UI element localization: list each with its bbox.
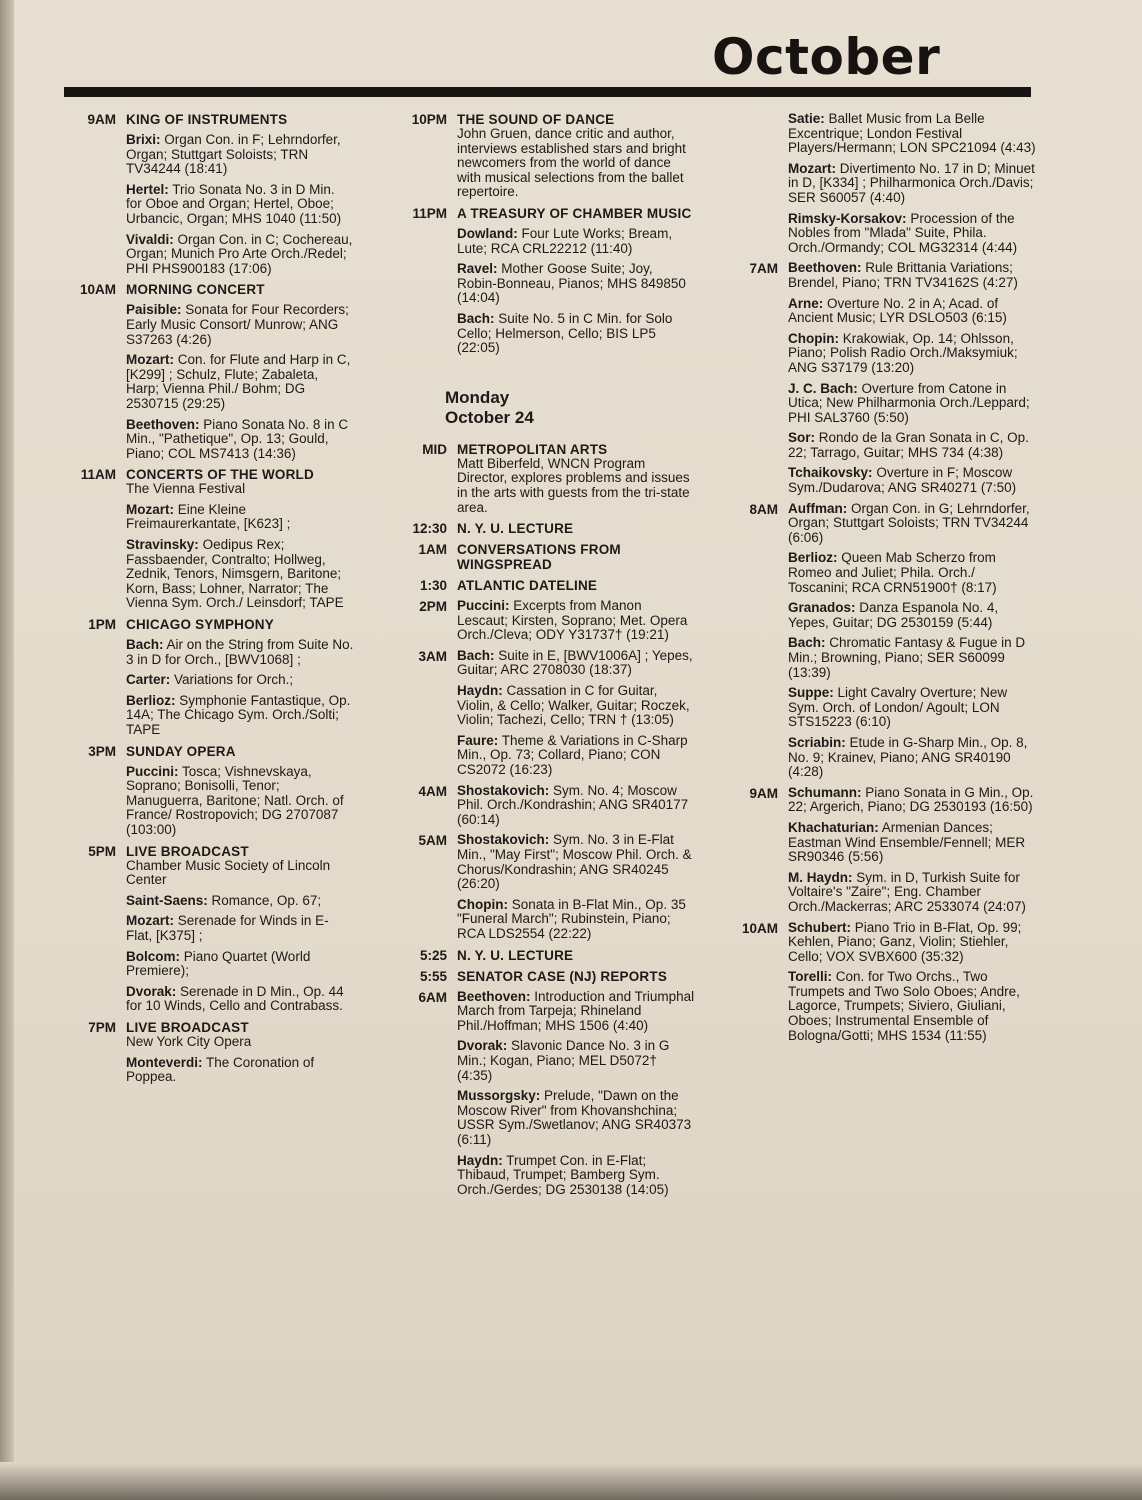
- program-slot: [395, 578, 695, 593]
- composer-name: Mozart:: [788, 160, 836, 176]
- slot-time: 5:25: [419, 947, 447, 963]
- slot-body: [116, 1020, 354, 1085]
- composer-name: Stravinsky:: [126, 537, 199, 553]
- work-details: Excerpts from Manon Lescaut; Kirsten, Soprano; Met. Opera Orch./Cleva; ODY Y31737† (19:21): [457, 598, 688, 643]
- work-details: Introduction and Triumphal March from Tarpeja; Rhineland Phil./Hoffman; MHS 1506 (4:40): [457, 988, 695, 1033]
- music-entry: [457, 227, 695, 256]
- music-entry: [126, 1056, 354, 1085]
- slot-body: [447, 599, 695, 643]
- program-description: John Gruen, dance critic and author, interviews established stars and bright newcomers from the world of dance with musical selections from the ballet repertoire.: [457, 126, 686, 200]
- slot-body: [116, 617, 354, 738]
- work-details: Rondo de la Gran Sonata in C, Op. 22; Tarrago, Guitar; MHS 734 (4:38): [788, 430, 1029, 460]
- work-details: Trio Sonata No. 3 in D Min. for Oboe and Organ; Hertel, Oboe; Urbancic, Organ; MHS 1040 (11:50): [126, 181, 342, 226]
- program-slot: [395, 206, 695, 356]
- slot-time: 9AM: [87, 112, 116, 127]
- work-details: The Coronation of Poppea.: [126, 1054, 315, 1085]
- composer-name: J. C. Bach:: [788, 380, 858, 396]
- composer-name: Berlioz:: [126, 692, 176, 708]
- work-details: Organ Con. in F; Lehrndorfer, Organ; Stuttgart Soloists; TRN TV34244 (18:41): [126, 132, 341, 177]
- composer-name: Auffman:: [788, 500, 848, 516]
- composer-name: Paisible:: [126, 302, 182, 318]
- composer-name: Haydn:: [457, 683, 503, 699]
- program-title: KING OF INSTRUMENTS: [126, 112, 288, 127]
- slot-time: 4AM: [418, 783, 447, 799]
- program-slot: [64, 744, 354, 838]
- music-entry: [457, 1039, 695, 1083]
- music-entry: [788, 502, 1036, 546]
- composer-name: Granados:: [788, 600, 856, 616]
- work-details: Slavonic Dance No. 3 in G Min.; Kogan, Piano; MEL D5072† (4:35): [457, 1038, 670, 1083]
- work-details: Piano Sonata No. 8 in C Min., "Pathetique", Op. 13; Gould, Piano; COL MS7413 (14:36): [126, 416, 349, 461]
- slot-body: [778, 502, 1036, 780]
- composer-name: Rimsky-Korsakov:: [788, 210, 907, 226]
- music-entry: [126, 673, 354, 688]
- slot-body: [447, 649, 695, 778]
- composer-name: Beethoven:: [126, 416, 200, 432]
- music-entry: [788, 551, 1036, 595]
- work-details: Air on the String from Suite No. 3 in D for Orch., [BWV1068] ;: [126, 637, 354, 667]
- composer-name: Dvorak:: [126, 983, 177, 999]
- composer-name: Vivaldi:: [126, 231, 174, 247]
- slot-body: [116, 844, 354, 1014]
- music-entry: [126, 538, 354, 611]
- work-details: Overture in F; Moscow Sym./Dudarova; ANG SR40271 (7:50): [788, 465, 1017, 496]
- column-2-top: [395, 112, 695, 356]
- composer-name: Ravel:: [457, 261, 498, 277]
- music-entry: [788, 686, 1036, 730]
- program-description: Chamber Music Society of Lincoln Center: [126, 857, 331, 888]
- program-description: Matt Biberfeld, WNCN Program Director, explores problems and issues in the arts with guests from the tri-state area.: [457, 455, 690, 515]
- program-title: MORNING CONCERT: [126, 282, 265, 298]
- composer-name: Hertel:: [126, 181, 169, 197]
- music-entry: [788, 162, 1036, 206]
- slot-time: 11AM: [80, 467, 116, 483]
- day-heading: [445, 388, 695, 428]
- music-entry: [126, 183, 354, 227]
- composer-name: Torelli:: [788, 969, 833, 985]
- music-entry: [788, 332, 1036, 376]
- music-entry: [126, 133, 354, 177]
- program-title: CONVERSATIONS FROM WINGSPREAD: [457, 542, 621, 573]
- program-slot: [395, 542, 695, 572]
- music-entry: [788, 636, 1036, 680]
- music-entry: [457, 1089, 695, 1147]
- work-details: Overture from Catone in Utica; New Philharmonia Orch./Leppard; PHI SAL3760 (5:50): [788, 380, 1030, 425]
- program-slot: [726, 502, 1036, 780]
- slot-time: 3AM: [418, 648, 447, 664]
- program-title: ATLANTIC DATELINE: [457, 578, 598, 594]
- composer-name: Mozart:: [126, 913, 174, 929]
- music-entry: [457, 833, 695, 891]
- composer-name: Bach:: [126, 637, 164, 653]
- composer-name: Puccini:: [126, 763, 179, 779]
- work-details: Danza Espanola No. 4, Yepes, Guitar; DG 2530159 (5:44): [788, 600, 999, 630]
- music-entry: [788, 297, 1036, 326]
- program-slot: [64, 1020, 354, 1085]
- composer-name: Bach:: [457, 310, 495, 326]
- music-entry: [788, 970, 1036, 1043]
- program-title: CHICAGO SYMPHONY: [126, 617, 274, 633]
- slot-time: 10PM: [411, 112, 447, 127]
- work-details: Chromatic Fantasy & Fugue in D Min.; Browning, Piano; SER S60099 (13:39): [788, 635, 1026, 680]
- composer-name: Bach:: [788, 635, 826, 651]
- program-slot: [726, 921, 1036, 1044]
- music-entry: [788, 261, 1036, 290]
- work-details: Symphonie Fantastique, Op. 14A; The Chicago Sym. Orch./Solti; TAPE: [126, 692, 351, 737]
- music-entry: [457, 649, 695, 678]
- program-slot: [64, 844, 354, 1014]
- slot-body: [116, 112, 354, 276]
- work-details: Overture No. 2 in A; Acad. of Ancient Music; LYR DSLO503 (6:15): [788, 295, 1007, 326]
- work-details: Sonata in B-Flat Min., Op. 35 "Funeral March"; Rubinstein, Piano; RCA LDS2554 (22:22): [457, 896, 686, 941]
- page-spine: [0, 0, 14, 1500]
- program-title: LIVE BROADCAST: [126, 1019, 249, 1035]
- composer-name: Shostakovich:: [457, 782, 550, 798]
- work-details: Tosca; Vishnevskaya, Soprano; Bonisolli, Tenor; Manuguerra, Baritone; Natl. Orch. of France/ Rostropovich; DG 2707087 (103:00): [126, 763, 344, 837]
- work-details: Krakowiak, Op. 14; Ohlsson, Piano; Polish Radio Orch./Maksymiuk; ANG S37179 (13:20): [788, 330, 1018, 375]
- work-details: Variations for Orch.;: [174, 672, 294, 688]
- work-details: Serenade for Winds in E-Flat, [K375] ;: [126, 913, 329, 943]
- program-title: THE SOUND OF DANCE: [457, 112, 615, 127]
- composer-name: Haydn:: [457, 1152, 503, 1168]
- slot-body: [447, 442, 695, 515]
- month-heading: October: [712, 28, 941, 86]
- composer-name: Faure:: [457, 732, 499, 748]
- work-details: Suite No. 5 in C Min. for Solo Cello; Helmerson, Cello; BIS LP5 (22:05): [457, 310, 673, 356]
- slot-body: [778, 261, 1036, 495]
- program-slot: [395, 969, 695, 984]
- program-slot: [395, 833, 695, 941]
- work-details: Procession of the Nobles from "Mlada" Suite, Phila. Orch./Ormandy; COL MG32314 (4:44): [788, 210, 1018, 255]
- composer-name: Satie:: [788, 111, 825, 126]
- work-details: Suite in E, [BWV1006A] ; Yepes, Guitar; ARC 2708030 (18:37): [457, 647, 693, 678]
- work-details: Oedipus Rex; Fassbaender, Contralto; Hollweg, Zednik, Tenors, Nimsgern, Baritone; Korn, Bass; Lohner, Narrator; The Vienna Sym. Orch./ Leinsdorf; TAPE: [126, 537, 344, 611]
- program-slot: [64, 467, 354, 611]
- music-entry: [788, 821, 1036, 865]
- music-entry: [788, 382, 1036, 426]
- program-slot: [395, 442, 695, 515]
- composer-name: Brixi:: [126, 132, 161, 147]
- music-entry: [126, 985, 354, 1014]
- music-entry: [126, 894, 354, 909]
- work-details: Con. for Flute and Harp in C, [K299] ; Schulz, Flute; Zabaleta, Harp; Vienna Phil./ Bohm; DG 2530715 (29:25): [126, 352, 351, 411]
- slot-time: 6AM: [418, 989, 447, 1005]
- program-slot: [64, 617, 354, 738]
- column-2: [395, 112, 695, 1203]
- slot-body: [447, 990, 695, 1198]
- work-details: Sym. in D, Turkish Suite for Voltaire's "Zaire"; Eng. Chamber Orch./Mackerras; ARC 2533074 (24:07): [788, 869, 1026, 914]
- program-title: LIVE BROADCAST: [126, 843, 249, 859]
- composer-name: Monteverdi:: [126, 1054, 203, 1070]
- day-heading-date: October 24: [445, 407, 534, 427]
- work-details: Theme & Variations in C-Sharp Min., Op. 73; Collard, Piano; CON CS2072 (16:23): [457, 732, 688, 778]
- program-slot: [726, 786, 1036, 915]
- composer-name: Shostakovich:: [457, 832, 550, 848]
- slot-time: 10AM: [79, 282, 116, 298]
- work-details: Sym. No. 4; Moscow Phil. Orch./Kondrashin; ANG SR40177 (60:14): [457, 782, 689, 827]
- music-entry: [788, 212, 1036, 256]
- work-details: Eine Kleine Freimaurerkantate, [K623] ;: [126, 501, 291, 532]
- music-entry: [457, 898, 695, 942]
- slot-time: [726, 112, 778, 255]
- program-slot: [64, 112, 354, 276]
- slot-body: [116, 467, 354, 611]
- program-title: A TREASURY OF CHAMBER MUSIC: [457, 205, 692, 221]
- work-details: Piano Sonata in G Min., Op. 22; Argerich, Piano; DG 2530193 (16:50): [788, 784, 1034, 815]
- music-entry: [126, 503, 354, 532]
- work-details: Sym. No. 3 in E-Flat Min., "May First"; Moscow Phil. Orch. & Chorus/Kondrashin; ANG SR40245 (26:20): [457, 832, 692, 892]
- music-entry: [457, 784, 695, 828]
- composer-name: Mozart:: [126, 501, 174, 517]
- slot-time: 12:30: [412, 521, 447, 537]
- work-details: Piano Trio in B-Flat, Op. 99; Kehlen, Piano; Ganz, Violin; Stiehler, Cello; VOX SVBX600 (35:32): [788, 919, 1022, 964]
- composer-name: Dvorak:: [457, 1038, 508, 1054]
- program-description: New York City Opera: [126, 1033, 252, 1049]
- composer-name: Chopin:: [788, 330, 839, 346]
- program-title: N. Y. U. LECTURE: [457, 521, 574, 537]
- work-details: Serenade in D Min., Op. 44 for 10 Winds, Cello and Contrabass.: [126, 983, 344, 1014]
- program-title: SUNDAY OPERA: [126, 743, 236, 759]
- composer-name: Sor:: [788, 430, 815, 446]
- music-entry: [126, 303, 354, 347]
- work-details: Organ Con. in G; Lehrndorfer, Organ; Stuttgart Soloists; TRN TV34244 (6:06): [788, 500, 1030, 545]
- slot-time: 5PM: [88, 843, 116, 859]
- slot-body: [116, 282, 354, 461]
- composer-name: Schumann:: [788, 784, 862, 800]
- composer-name: Arne:: [788, 295, 824, 311]
- slot-time: 7PM: [88, 1019, 116, 1035]
- composer-name: Schubert:: [788, 919, 852, 935]
- music-entry: [126, 765, 354, 838]
- program-slot: [395, 521, 695, 536]
- column-2-bottom: [395, 442, 695, 1198]
- music-entry: [788, 601, 1036, 630]
- composer-name: Puccini:: [457, 598, 510, 614]
- slot-time: 10AM: [741, 920, 778, 936]
- music-entry: [457, 684, 695, 728]
- slot-body: [447, 112, 695, 200]
- work-details: Con. for Two Orchs., Two Trumpets and Two Solo Oboes; Andre, Lagorce, Trumpets; Siviero, Giuliani, Oboes; Instrumental Ensemble of Bologna/Gotti; MHS 1534 (11:55): [788, 969, 1020, 1043]
- composer-name: Beethoven:: [788, 260, 862, 276]
- music-entry: [788, 786, 1036, 815]
- slot-time: 1AM: [418, 542, 447, 558]
- music-entry: [457, 734, 695, 778]
- slot-body: [778, 112, 1036, 255]
- work-details: Trumpet Con. in E-Flat; Thibaud, Trumpet; Bamberg Sym. Orch./Gerdes; DG 2530138 (14:05): [457, 1152, 669, 1197]
- composer-name: Mozart:: [126, 352, 174, 368]
- composer-name: M. Haydn:: [788, 869, 853, 885]
- composer-name: Bolcom:: [126, 948, 180, 964]
- composer-name: Mussorgsky:: [457, 1088, 541, 1104]
- slot-time: 11PM: [412, 205, 447, 221]
- music-entry: [788, 921, 1036, 965]
- composer-name: Suppe:: [788, 685, 834, 701]
- program-slot: [395, 784, 695, 828]
- music-entry: [126, 914, 354, 943]
- program-description: The Vienna Festival: [126, 481, 246, 497]
- music-entry: [788, 871, 1036, 915]
- slot-time: 5:55: [419, 968, 447, 984]
- column-3: [726, 112, 1036, 1049]
- slot-body: [447, 969, 695, 984]
- music-entry: [788, 736, 1036, 780]
- program-slot: [726, 261, 1036, 495]
- composer-name: Khachaturian:: [788, 819, 879, 835]
- slot-time: 1PM: [88, 617, 116, 633]
- composer-name: Beethoven:: [457, 988, 531, 1004]
- slot-time: 3PM: [88, 743, 116, 759]
- slot-body: [447, 542, 695, 572]
- music-entry: [457, 1154, 695, 1198]
- work-details: Four Lute Works; Bream, Lute; RCA CRL22212 (11:40): [457, 225, 673, 256]
- column-1: [64, 112, 354, 1091]
- composer-name: Dowland:: [457, 225, 518, 241]
- program-title: N. Y. U. LECTURE: [457, 947, 574, 963]
- slot-time: 5AM: [418, 833, 447, 849]
- composer-name: Saint-Saens:: [126, 892, 208, 908]
- music-entry: [457, 312, 695, 356]
- work-details: Armenian Dances; Eastman Wind Ensemble/Fennell; MER SR90346 (5:56): [788, 819, 1026, 865]
- work-details: Ballet Music from La Belle Excentrique; London Festival Players/Hermann; LON SPC21094 (4:43): [788, 111, 1036, 156]
- slot-body: [778, 921, 1036, 1044]
- program-slot: [395, 649, 695, 778]
- slot-body: [447, 948, 695, 963]
- work-details: Cassation in C for Guitar, Violin, & Cello; Walker, Guitar; Roczek, Violin; Tachezi, Cello; TRN † (13:05): [457, 683, 690, 728]
- slot-body: [778, 786, 1036, 915]
- slot-time: 8AM: [749, 501, 778, 517]
- music-entry: [126, 950, 354, 979]
- slot-body: [116, 744, 354, 838]
- header-rule: [64, 87, 1031, 97]
- day-heading-weekday: Monday: [445, 387, 510, 407]
- music-entry: [457, 990, 695, 1034]
- program-slot: [395, 112, 695, 200]
- music-entry: [126, 694, 354, 738]
- work-details: Prelude, "Dawn on the Moscow River" from Khovanshchina; USSR Sym./Swetlanov; ANG SR40373 (6:11): [457, 1088, 692, 1147]
- slot-body: [447, 578, 695, 593]
- music-entry: [457, 599, 695, 643]
- slot-time: MID: [422, 441, 447, 457]
- composer-name: Chopin:: [457, 896, 508, 912]
- music-entry: [788, 431, 1036, 460]
- slot-time: 9AM: [749, 785, 778, 801]
- program-slot: [395, 599, 695, 643]
- program-slot: [395, 948, 695, 963]
- music-entry: [126, 233, 354, 277]
- work-details: Organ Con. in C; Cochereau, Organ; Munich Pro Arte Orch./Redel; PHI PHS900183 (17:06): [126, 231, 353, 276]
- slot-body: [447, 784, 695, 828]
- work-details: Rule Brittania Variations; Brendel, Piano; TRN TV34162S (4:27): [788, 260, 1018, 290]
- program-slot: [395, 990, 695, 1198]
- music-entry: [126, 638, 354, 667]
- work-details: Piano Quartet (World Premiere);: [126, 948, 311, 979]
- work-details: Queen Mab Scherzo from Romeo and Juliet; Phila. Orch./ Toscanini; RCA CRN51900† (8:17): [788, 550, 997, 595]
- composer-name: Carter:: [126, 672, 171, 688]
- music-entry: [457, 262, 695, 306]
- slot-time: 7AM: [749, 261, 778, 277]
- work-details: Sonata for Four Recorders; Early Music Consort/ Munrow; ANG S37263 (4:26): [126, 302, 349, 347]
- music-entry: [788, 466, 1036, 495]
- composer-name: Bach:: [457, 647, 495, 663]
- program-slot: [726, 112, 1036, 255]
- music-entry: [126, 418, 354, 462]
- work-details: Mother Goose Suite; Joy, Robin-Bonneau, Pianos; MHS 849850 (14:04): [457, 261, 686, 306]
- page-edge-shadow: [0, 1462, 1142, 1500]
- slot-time: 1:30: [419, 578, 447, 594]
- program-title: METROPOLITAN ARTS: [457, 441, 608, 457]
- program-slot: [64, 282, 354, 461]
- music-entry: [126, 353, 354, 411]
- slot-body: [447, 521, 695, 536]
- work-details: Light Cavalry Overture; New Sym. Orch. of London/ Agoult; LON STS15223 (6:10): [788, 685, 1008, 730]
- program-title: CONCERTS OF THE WORLD: [126, 467, 314, 483]
- composer-name: Scriabin:: [788, 734, 846, 750]
- slot-time: 2PM: [419, 599, 447, 615]
- program-title: SENATOR CASE (NJ) REPORTS: [457, 968, 668, 984]
- work-details: Etude in G-Sharp Min., Op. 8, No. 9; Krainev, Piano; ANG SR40190 (4:28): [788, 734, 1028, 780]
- composer-name: Tchaikovsky:: [788, 465, 873, 481]
- slot-body: [447, 833, 695, 941]
- music-entry: [788, 112, 1036, 156]
- composer-name: Berlioz:: [788, 550, 838, 566]
- slot-body: [447, 206, 695, 356]
- work-details: Romance, Op. 67;: [211, 892, 322, 908]
- work-details: Divertimento No. 17 in D; Minuet in D, [K334] ; Philharmonica Orch./Davis; SER S60057 (4:40): [788, 160, 1035, 205]
